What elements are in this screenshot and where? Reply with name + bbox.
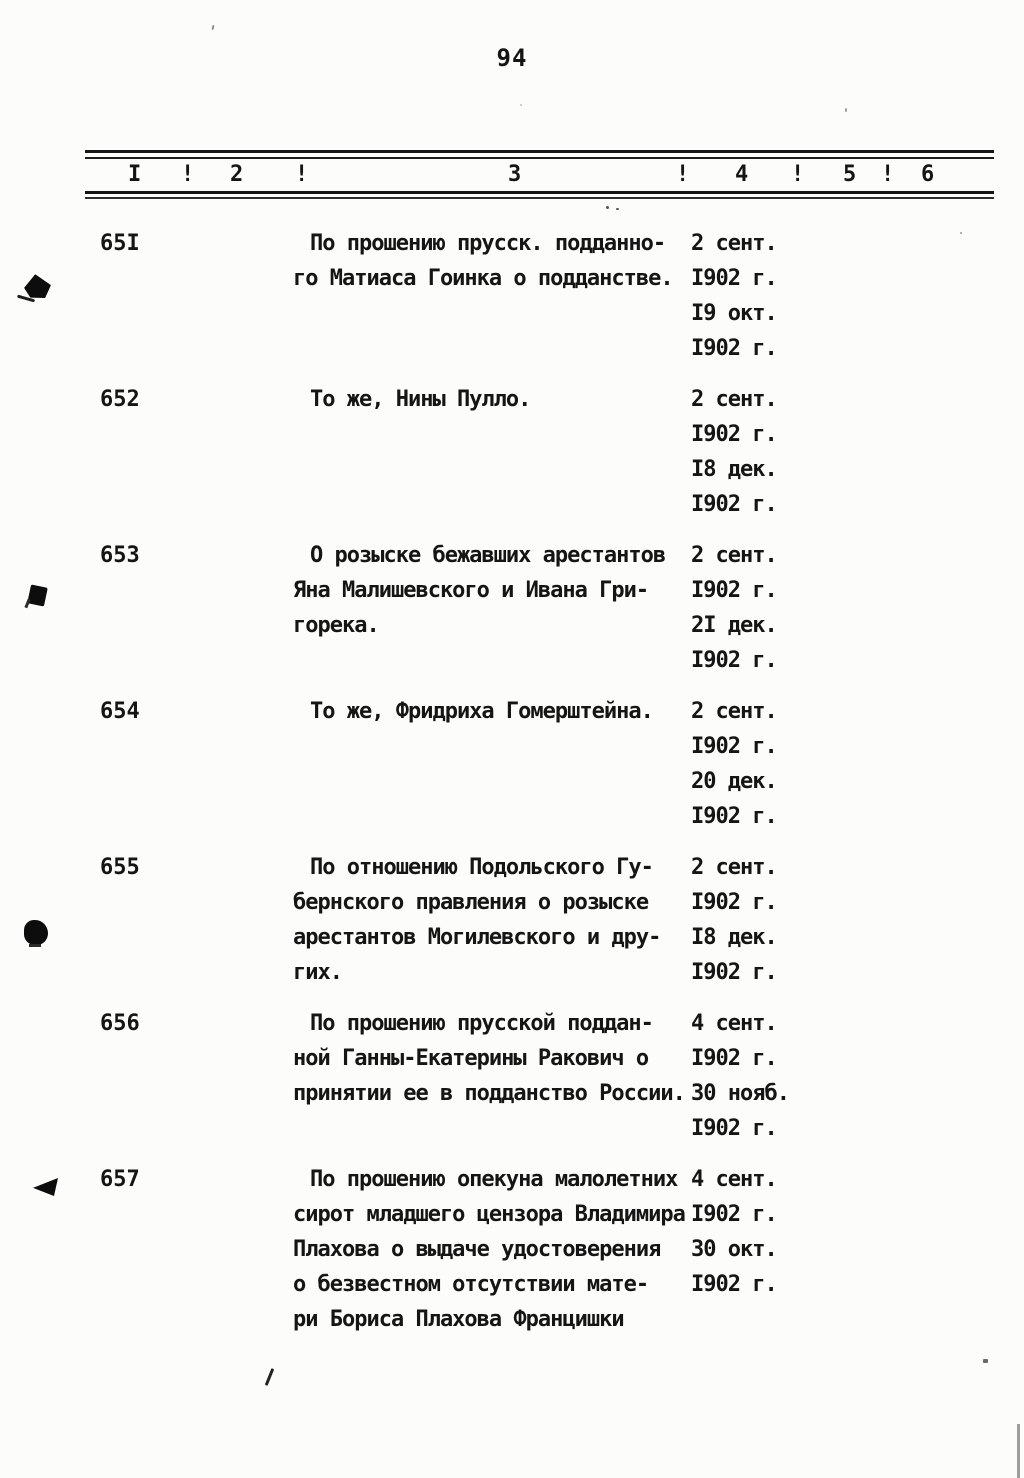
table-row [0,1162,1024,1337]
description-line: По прошению опекуна малолетних [310,1167,678,1192]
date-line: 30 окт. [691,1237,777,1262]
entry-description [293,850,691,990]
date-line: I902 г. [691,336,777,361]
date-line: 2 сент. [691,855,777,880]
description-line: бернского правления о розыске [293,890,649,915]
column-number: I [128,162,142,187]
scan-speck [211,25,214,30]
date-line: 2 сент. [691,387,777,412]
scan-speck [983,1359,988,1363]
entry-description [293,538,691,678]
scan-speck [616,208,619,210]
description-line: сирот младшего цензора Владимира [293,1202,685,1227]
column-separator: ! [676,162,690,187]
column-separator: ! [881,162,895,187]
description-line: По прошению прусской поддан- [310,1011,653,1036]
scan-edge-artifact [1017,1424,1020,1478]
date-line: 2 сент. [691,231,777,256]
date-line: I902 г. [691,422,777,447]
entry-number: 652 [100,387,140,412]
column-separator: ! [791,162,805,187]
description-line: го Матиаса Гоинка о подданстве. [293,266,673,291]
description-line: Яна Малишевского и Ивана Гри- [293,578,649,603]
scan-speck [960,232,962,234]
entries-list [0,226,1024,1353]
entry-dates [691,382,1024,522]
column-number: 5 [843,162,857,187]
table-row [0,850,1024,990]
scan-speck [520,104,522,106]
date-line: I902 г. [691,266,777,291]
column-number: 3 [508,162,522,187]
date-line: 20 дек. [691,769,777,794]
handwritten-slash-mark [265,1368,275,1386]
description-line: По отношению Подольского Гу- [310,855,653,880]
date-line: I8 дек. [691,925,777,950]
date-line: I902 г. [691,1202,777,1227]
column-number: 2 [230,162,244,187]
entry-description [293,226,691,366]
entry-description [293,1162,691,1337]
description-line: горека. [293,613,379,638]
entry-dates [691,1006,1024,1146]
description-line: Плахова о выдаче удостоверения [293,1237,661,1262]
entry-dates [691,226,1024,366]
date-line: I902 г. [691,734,777,759]
description-line: О розыске бежавших арестантов [310,543,666,568]
scan-speck [845,108,847,112]
date-line: I902 г. [691,960,777,985]
entry-description [293,694,691,834]
ink-blob-tail [29,944,41,947]
page-number: 94 [496,44,528,72]
entry-number: 655 [100,855,140,880]
date-line: 4 сент. [691,1011,777,1036]
scan-speck [606,206,609,209]
date-line: 2 сент. [691,543,777,568]
column-number: 6 [921,162,935,187]
table-row [0,382,1024,522]
entry-dates [691,538,1024,678]
table-row [0,1006,1024,1146]
date-line: I902 г. [691,1116,777,1141]
description-line: арестантов Могилевского и дру- [293,925,661,950]
description-line: По прошению прусск. подданно- [310,231,666,256]
description-line: гих. [293,960,342,985]
date-line: I902 г. [691,804,777,829]
column-separator: ! [181,162,195,187]
date-line: I902 г. [691,890,777,915]
entry-number: 657 [100,1167,140,1192]
date-line: I902 г. [691,578,777,603]
ink-blob-check-mark [24,920,48,945]
entry-number: 65I [100,231,140,256]
description-line: принятии ее в подданство России. [293,1081,685,1106]
entry-number: 656 [100,1011,140,1036]
entry-number: 654 [100,699,140,724]
entry-description [293,1006,691,1146]
description-line: То же, Фридриха Гомерштейна. [310,699,653,724]
entry-dates [691,850,1024,990]
date-line: I902 г. [691,492,777,517]
description-line: То же, Нины Пулло. [310,387,531,412]
date-line: 4 сент. [691,1167,777,1192]
column-separator: ! [295,162,309,187]
date-line: 30 нояб. [691,1081,789,1106]
entry-dates [691,1162,1024,1337]
table-header-bottom-rule [85,191,994,199]
date-line: 2I дек. [691,613,777,638]
date-line: I902 г. [691,648,777,673]
table-row [0,538,1024,678]
table-row [0,694,1024,834]
description-line: ри Бориса Плахова Францишки [293,1307,624,1332]
date-line: 2 сент. [691,699,777,724]
description-line: о безвестном отсутствии мате- [293,1272,649,1297]
entry-description [293,382,691,522]
date-line: I8 дек. [691,457,777,482]
description-line: ной Ганны-Екатерины Ракович о [293,1046,649,1071]
date-line: I9 окт. [691,301,777,326]
table-row [0,226,1024,366]
entry-dates [691,694,1024,834]
column-number: 4 [735,162,749,187]
date-line: I902 г. [691,1272,777,1297]
table-header-row [0,157,1024,192]
entry-number: 653 [100,543,140,568]
date-line: I902 г. [691,1046,777,1071]
